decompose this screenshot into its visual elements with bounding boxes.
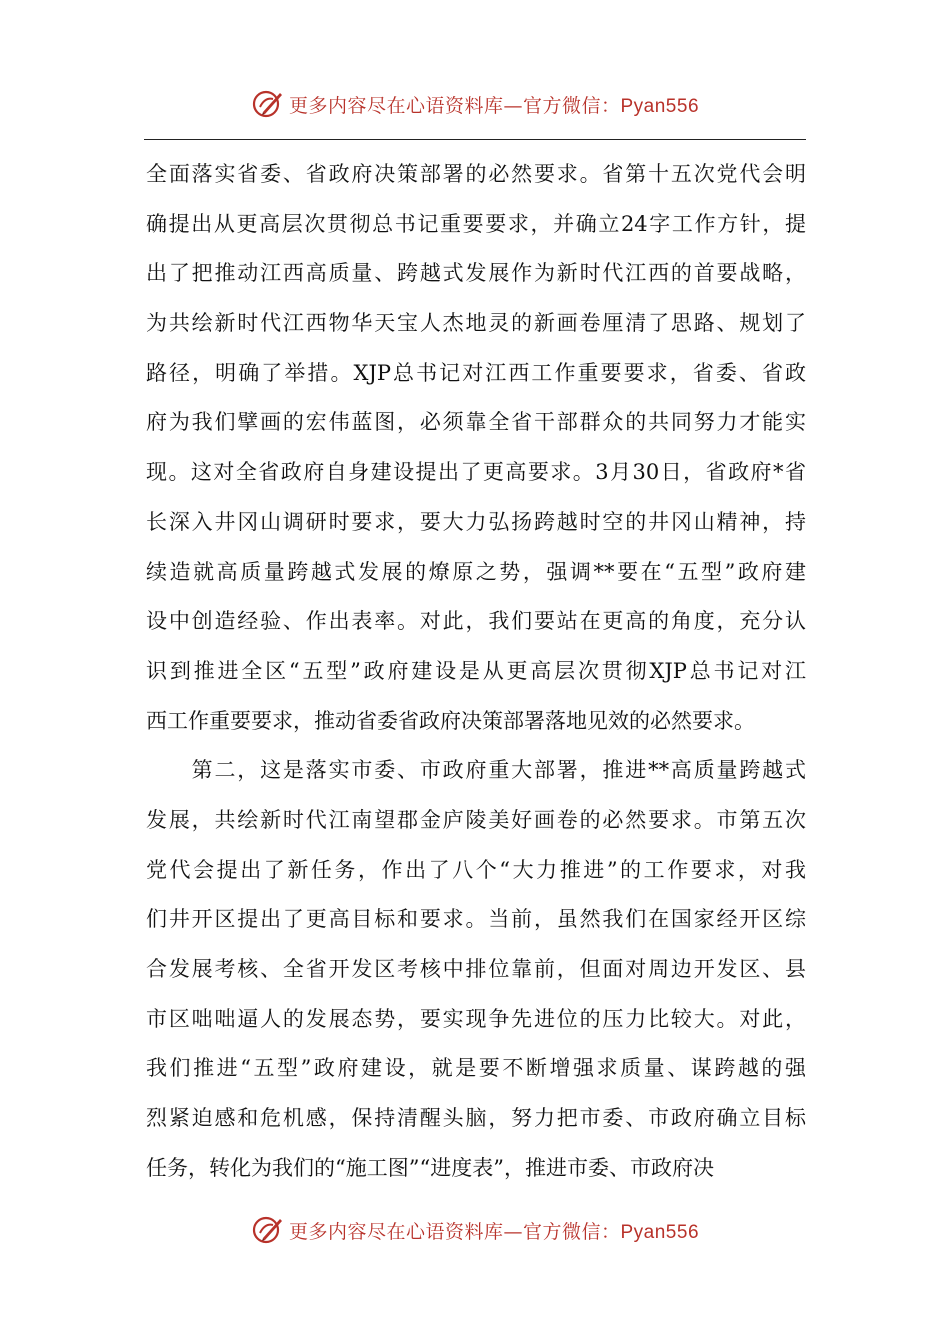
body-line: 出了把推动江西高质量、跨越式发展作为新时代江西的首要战略， [146,261,806,286]
body-line: 长深入井冈山调研时要求，要大力弘扬跨越时空的井冈山精神，持 [146,509,806,534]
body-line: 全面落实省委、省政府决策部署的必然要求。省第十五次党代会明 [146,162,806,186]
header-rule [144,139,806,140]
body-line: 识到推进全区“五型”政府建设是从更高层次贯彻XJP总书记对江 [146,658,806,683]
document-body [146,150,806,1193]
wechat-id: Pyan556 [620,95,700,117]
body-line: 任务，转化为我们的“施工图”“进度表”，推进市委、市政府决 [146,1155,714,1180]
body-line: 党代会提出了新任务，作出了八个“大力推进”的工作要求，对我 [146,857,806,882]
body-line: 市区咄咄逼人的发展态势，要实现争先进位的压力比较大。对此， [146,1006,806,1031]
body-line: 确提出从更高层次贯彻总书记重要要求，并确立24字工作方针，提 [146,211,806,236]
banner-label: 更多内容尽在心语资料库—官方微信： [288,94,621,117]
body-line: 路径，明确了举措。XJP总书记对江西工作重要要求，省委、省政 [146,360,806,385]
body-line: 府为我们擘画的宏伟蓝图，必须靠全省干部群众的共同努力才能实 [146,410,806,435]
banner-text [289,1217,699,1244]
wechat-id: Pyan556 [620,1221,700,1243]
footer-banner [0,1212,950,1248]
pen-logo-icon [251,1213,285,1247]
body-line: 为共绘新时代江西物华天宝人杰地灵的新画卷厘清了思路、规划了 [146,311,806,336]
banner-label: 更多内容尽在心语资料库—官方微信： [288,1220,621,1243]
body-line: 续造就高质量跨越式发展的燎原之势，强调**要在“五型”政府建 [146,559,806,584]
body-line: 西工作重要要求，推动省委省政府决策部署落地见效的必然要求。 [146,708,755,733]
body-line: 发展，共绘新时代江南望郡金庐陵美好画卷的必然要求。市第五次 [146,807,806,832]
body-line: 烈紧迫感和危机感，保持清醒头脑，努力把市委、市政府确立目标 [146,1106,806,1131]
body-line: 设中创造经验、作出表率。对此，我们要站在更高的角度，充分认 [146,609,806,634]
pen-logo-icon [251,87,285,121]
body-line: 现。这对全省政府自身建设提出了更高要求。3月30日，省政府*省 [146,460,806,485]
banner-text [289,91,699,118]
header-banner [0,86,950,122]
body-line: 第二，这是落实市委、市政府重大部署，推进**高质量跨越式 [146,758,806,783]
body-line: 合发展考核、全省开发区考核中排位靠前，但面对周边开发区、县 [146,957,806,981]
body-line: 们井开区提出了更高目标和要求。当前，虽然我们在国家经开区综 [146,907,806,932]
body-line: 我们推进“五型”政府建设，就是要不断增强求质量、谋跨越的强 [146,1056,806,1081]
